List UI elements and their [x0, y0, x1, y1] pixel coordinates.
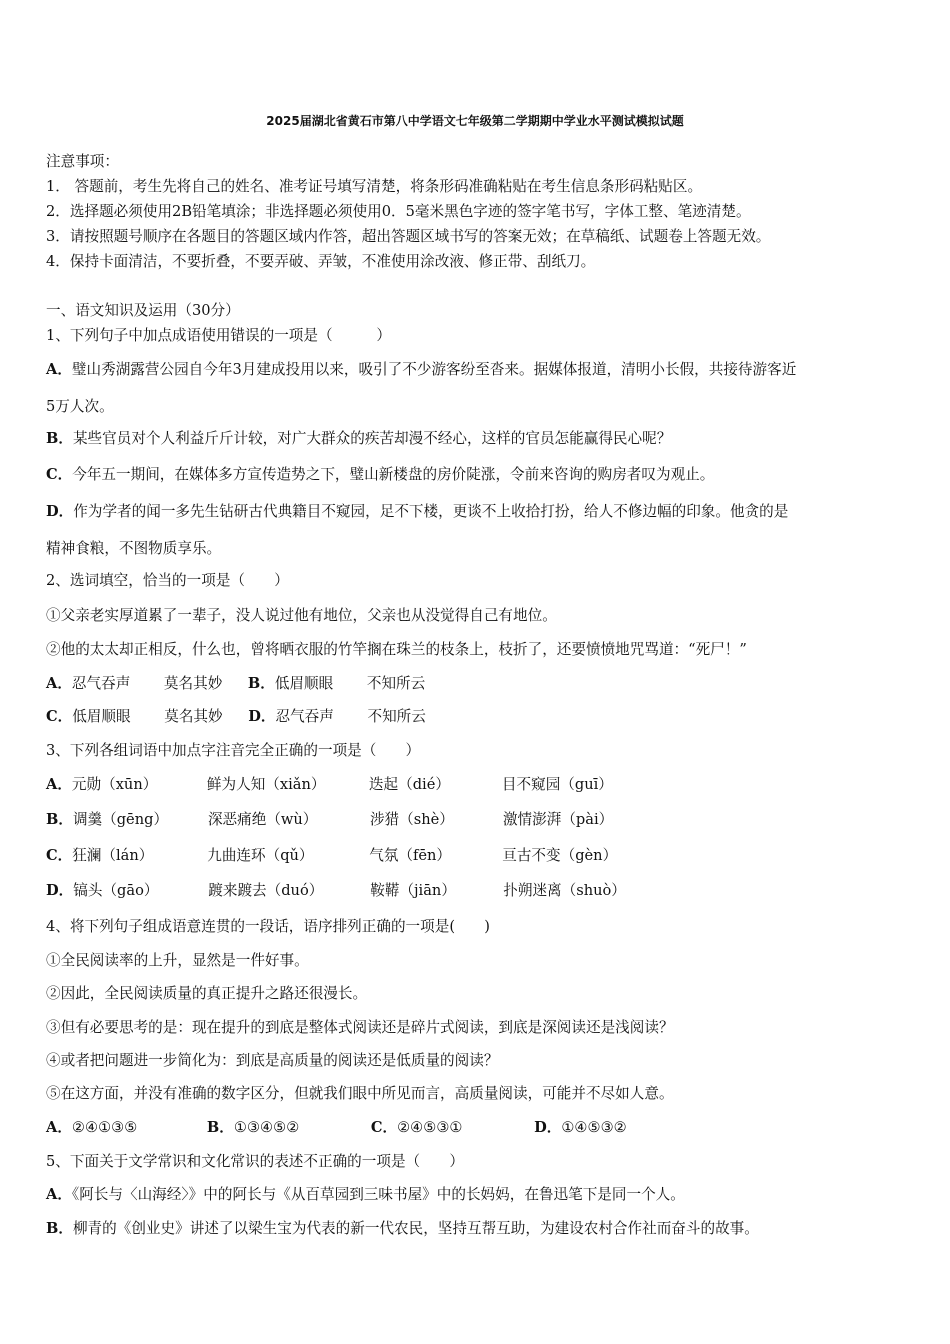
q3-option-b	[46, 810, 613, 830]
q3-b-word2: 深恶痛绝（wù）	[207, 811, 318, 828]
q4-sentence-5: ⑤在这方面，并没有准确的数字区分，但就我们眼中所见而言，高质量阅读，可能并不尽如人意。	[46, 1085, 674, 1102]
q5-b-text: 柳青的《创业史》讲述了以梁生宝为代表的新一代农民，坚持互帮互助，为建设农村合作社而奋斗的故事。	[72, 1220, 759, 1237]
q5-option-b	[46, 1219, 759, 1239]
q2-d-word2: 不知所云	[367, 708, 426, 725]
q1-stem: 1、下列句子中加点成语使用错误的一项是（ ）	[46, 327, 391, 344]
q2-a-word2: 莫名其妙	[163, 675, 223, 692]
q2-a-label: A．	[46, 675, 72, 692]
q1-option-a	[46, 360, 796, 380]
q3-a-word3: 迭起（dié）	[368, 776, 450, 793]
q4-d-order: ①④⑤③②	[561, 1119, 627, 1136]
q3-a-word2: 鲜为人知（xiǎn）	[206, 776, 326, 793]
q2-options-row-2	[46, 707, 426, 727]
q1-d-text: 作为学者的闻一多先生钻研古代典籍目不窥园，足不下楼，更谈不上收拾打扮，给人不修边幅的印象。他贪的是	[73, 503, 789, 520]
q2-b-label: B．	[247, 675, 275, 692]
q2-sentence-1: ①父亲老实厚道累了一辈子，没人说过他有地位，父亲也从没觉得自己有地位。	[46, 607, 557, 624]
q4-b-label: B．	[206, 1119, 234, 1136]
q1-option-c	[46, 465, 714, 485]
q2-stem: 2、选词填空，恰当的一项是（ ）	[46, 572, 289, 589]
q5-stem: 5、下面关于文学常识和文化常识的表述不正确的一项是（ ）	[46, 1153, 464, 1170]
q3-a-word4: 目不窥园（guī）	[501, 776, 613, 793]
q4-sentence-4: ④或者把问题进一步简化为：到底是高质量的阅读还是低质量的阅读？	[46, 1052, 499, 1069]
q5-a-label: A．	[46, 1186, 72, 1203]
q2-b-word1: 低眉顺眼	[274, 675, 334, 692]
q1-option-b	[46, 429, 671, 449]
q4-stem: 4、将下列句子组成语意连贯的一段话，语序排列正确的一项是( )	[46, 918, 490, 935]
q4-sentence-1: ①全民阅读率的上升，显然是一件好事。	[46, 952, 309, 969]
q3-stem: 3、下列各组词语中加点字注音完全正确的一项是（ ）	[46, 742, 421, 759]
q3-c-word1: 狂澜（lán）	[72, 847, 154, 864]
q3-option-d	[46, 881, 626, 901]
q4-b-order: ①③④⑤②	[233, 1119, 300, 1136]
q4-d-label: D．	[534, 1119, 562, 1136]
q1-a-text: 璧山秀湖露营公园自今年3月建成投用以来，吸引了不少游客纷至沓来。据媒体报道，清明小长假，共接待游客近	[71, 361, 797, 378]
q3-option-a	[46, 775, 613, 795]
q2-c-word2: 莫名其妙	[164, 708, 223, 725]
q3-d-label: D．	[46, 882, 74, 899]
q4-c-label: C．	[370, 1119, 398, 1136]
q2-sentence-2: ②他的太太却正相反，什么也，曾将晒衣服的竹竿搁在珠兰的枝条上，枝折了，还要愤愤地咒骂道：“死尸！”	[46, 641, 747, 658]
q1-c-label: C．	[46, 466, 73, 483]
q3-b-word4: 激情澎湃（pài）	[502, 811, 614, 828]
q3-c-word2: 九曲连环（qǔ）	[207, 847, 314, 864]
q1-option-d	[46, 502, 788, 522]
exam-title: 2025届湖北省黄石市第八中学语文七年级第二学期期中学业水平测试模拟试题	[266, 114, 684, 128]
q3-c-label: C．	[46, 847, 73, 864]
q5-a-text: 《阿长与〈山海经〉》中的阿长与《从百草园到三味书屋》中的长妈妈，在鲁迅笔下是同一个人。	[71, 1186, 685, 1203]
q4-sentence-3: ③但有必要思考的是：现在提升的到底是整体式阅读还是碎片式阅读，到底是深阅读还是浅阅读？	[46, 1019, 674, 1036]
q2-c-label: C．	[46, 708, 73, 725]
q2-options-row-1	[46, 674, 425, 694]
notice-item-3: 3．请按照题号顺序在各题目的答题区域内作答，超出答题区域书写的答案无效；在草稿纸、试题卷上答题无效。	[46, 228, 771, 245]
q1-a-label: A．	[46, 361, 72, 378]
notice-item-1: 1． 答题前，考生先将自己的姓名、准考证号填写清楚，将条形码准确粘贴在考生信息条形码粘贴区。	[46, 178, 703, 195]
q3-option-c	[46, 846, 617, 866]
q3-c-word3: 气氛（fēn）	[369, 847, 452, 864]
notice-item-2: 2．选择题必须使用2B铅笔填涂；非选择题必须使用0．5毫米黑色字迹的签字笔书写，字体工整、笔迹清楚。	[46, 203, 751, 220]
q2-d-word1: 忍气吞声	[275, 708, 334, 725]
q3-a-label: A．	[46, 776, 72, 793]
q2-a-word1: 忍气吞声	[71, 675, 131, 692]
notice-item-4: 4．保持卡面清洁，不要折叠，不要弄破、弄皱，不准使用涂改液、修正带、刮纸刀。	[46, 253, 596, 270]
q2-b-word2: 不知所云	[366, 675, 426, 692]
q1-b-label: B．	[46, 430, 73, 447]
q5-b-label: B．	[46, 1220, 73, 1237]
q3-b-label: B．	[46, 811, 73, 828]
q3-d-word4: 扑朔迷离（shuò）	[503, 882, 626, 899]
q3-d-word3: 鞍鞯（jiān）	[370, 882, 456, 899]
q4-a-order: ②④①③⑤	[71, 1119, 138, 1136]
section-heading: 一、语文知识及运用（30分）	[46, 302, 240, 319]
q2-c-word1: 低眉顺眼	[72, 708, 131, 725]
q1-a-continued: 5万人次。	[46, 398, 114, 415]
q3-b-word3: 涉猎（shè）	[369, 811, 454, 828]
q1-d-continued: 精神食粮，不图物质享乐。	[46, 540, 222, 557]
q3-c-word4: 亘古不变（gèn）	[502, 847, 618, 864]
q4-sentence-2: ②因此，全民阅读质量的真正提升之路还很漫长。	[46, 985, 368, 1002]
q4-c-order: ②④⑤③①	[397, 1119, 463, 1136]
q1-c-text: 今年五一期间，在媒体多方宣传造势之下，璧山新楼盘的房价陡涨，令前来咨询的购房者叹为观止。	[72, 466, 715, 483]
q4-options	[46, 1118, 627, 1138]
q3-d-word2: 踱来踱去（duó）	[208, 882, 324, 899]
q2-d-label: D．	[248, 708, 276, 725]
q4-a-label: A．	[46, 1119, 72, 1136]
q3-d-word1: 镐头（gāo）	[73, 882, 159, 899]
q3-b-word1: 调羹（gēng）	[72, 811, 169, 828]
q1-b-text: 某些官员对个人利益斤斤计较，对广大群众的疾苦却漫不经心，这样的官员怎能赢得民心呢？	[72, 430, 672, 447]
q1-d-label: D．	[46, 503, 74, 520]
q5-option-a	[46, 1185, 685, 1205]
notice-heading: 注意事项：	[46, 153, 119, 170]
q3-a-word1: 元勋（xūn）	[71, 776, 158, 793]
